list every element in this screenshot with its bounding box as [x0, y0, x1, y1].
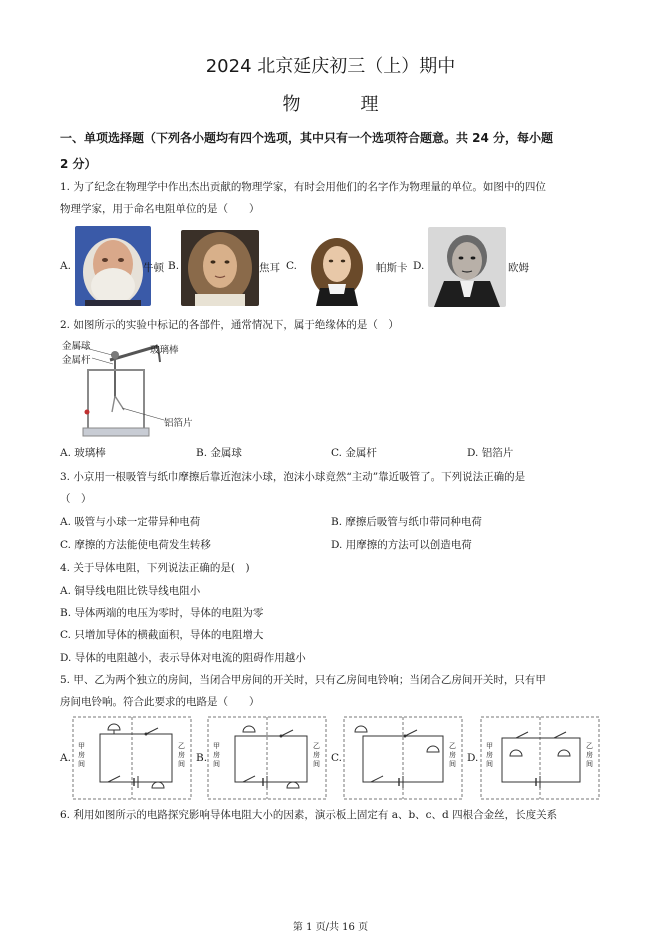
q5-d-room-yi: 乙房间 — [586, 742, 593, 768]
q1-text-line2: 物理学家，用于命名电阻单位的是（ ） — [60, 203, 260, 215]
q2-option-c: C. 金属杆 — [331, 447, 377, 459]
q1-option-d-name: 欧姆 — [508, 262, 529, 274]
label-glass-rod: 玻璃棒 — [150, 345, 179, 356]
label-metal-ball: 金属球 — [62, 341, 91, 352]
portrait-ohm-image — [428, 227, 506, 307]
q2-option-d: D. 铝箔片 — [467, 447, 514, 459]
q5-option-a-letter: A. — [60, 752, 71, 764]
q1-text-line1: 1. 为了纪念在物理学中作出杰出贡献的物理学家，有时会用他们的名字作为物理量的单位。如图中的四位 — [60, 181, 546, 193]
portrait-joule-image — [75, 226, 151, 306]
q5-a-room-jia: 甲房间 — [78, 742, 85, 768]
q2-electroscope-diagram — [60, 338, 230, 440]
q3-option-c: C. 摩擦的方法能使电荷发生转移 — [60, 539, 211, 551]
subject-char-2: 理 — [360, 94, 379, 115]
subject-char-1: 物 — [282, 94, 301, 115]
q1-option-b-name: 焦耳 — [259, 262, 280, 274]
q4-text-line1: 4. 关于导体电阻，下列说法正确的是( ) — [60, 562, 250, 574]
q5-option-d-letter: D. — [467, 752, 479, 764]
q2-option-b: B. 金属球 — [196, 447, 242, 459]
section-heading-line1: 一、单项选择题（下列各小题均有四个选项，其中只有一个选项符合题意。共 24 分，每小题 — [60, 131, 554, 145]
portrait-newton-image — [181, 230, 259, 306]
q5-circuit-c — [343, 716, 463, 800]
q3-text-line1: 3. 小京用一根吸管与纸巾摩擦后靠近泡沫小球，泡沫小球竟然“主动”靠近吸管了。下列说法正确的是 — [60, 471, 526, 483]
q5-a-room-yi: 乙房间 — [178, 742, 185, 768]
q5-circuit-a — [72, 716, 192, 800]
q3-option-d: D. 用摩擦的方法可以创造电荷 — [331, 539, 472, 551]
q3-option-a: A. 吸管与小球一定带异种电荷 — [60, 516, 201, 528]
q1-option-a-name: 牛顿 — [143, 262, 164, 274]
q2-text-line1: 2. 如图所示的实验中标记的各部件，通常情况下，属于绝缘体的是（ ） — [60, 319, 399, 331]
q3-text-line2: （ ） — [60, 493, 92, 505]
q4-option-c: C. 只增加导体的横截面积，导体的电阻增大 — [60, 629, 264, 641]
subject-title — [0, 90, 661, 116]
q5-circuit-d — [480, 716, 600, 800]
q5-circuit-b — [207, 716, 327, 800]
q5-b-room-yi: 乙房间 — [313, 742, 320, 768]
q3-option-b: B. 摩擦后吸管与纸巾带同种电荷 — [331, 516, 482, 528]
page-footer: 第 1 页/共 16 页 — [292, 922, 369, 933]
q6-text-line1: 6. 利用如图所示的电路探究影响导体电阻大小的因素，演示板上固定有 a、b、c、d 四根合金丝，长度关系 — [60, 809, 558, 821]
q1-option-c-name: 帕斯卡 — [376, 262, 408, 274]
label-aluminum-foil: 铝箔片 — [164, 418, 193, 429]
q5-d-room-jia: 甲房间 — [486, 742, 493, 768]
q1-option-b-letter: B. — [168, 260, 180, 272]
q5-option-b-letter: B. — [196, 752, 208, 764]
section-heading-line2: 2 分） — [60, 157, 97, 171]
q5-text-line1: 5. 甲、乙为两个独立的房间，当闭合甲房间的开关时，只有乙房间电铃响；当闭合乙房间开关时，只有甲 — [60, 674, 546, 686]
q5-option-c-letter: C. — [331, 752, 342, 764]
label-metal-rod: 金属杆 — [62, 355, 91, 366]
q1-option-c-letter: C. — [286, 260, 297, 272]
q1-option-a-letter: A. — [60, 260, 71, 272]
q5-c-room-yi: 乙房间 — [449, 742, 456, 768]
q5-b-room-jia: 甲房间 — [213, 742, 220, 768]
q4-option-a: A. 铜导线电阻比铁导线电阻小 — [60, 585, 201, 597]
q5-text-line2: 房间电铃响。符合此要求的电路是（ ） — [60, 696, 260, 708]
page-title: 2024 北京延庆初三（上）期中 — [205, 56, 456, 77]
q1-option-d-letter: D. — [413, 260, 425, 272]
q4-option-d: D. 导体的电阻越小，表示导体对电流的阻碍作用越小 — [60, 652, 306, 664]
q4-option-b: B. 导体两端的电压为零时，导体的电阻为零 — [60, 607, 264, 619]
q2-option-a: A. 玻璃棒 — [60, 447, 106, 459]
portrait-pascal-image — [300, 232, 374, 306]
